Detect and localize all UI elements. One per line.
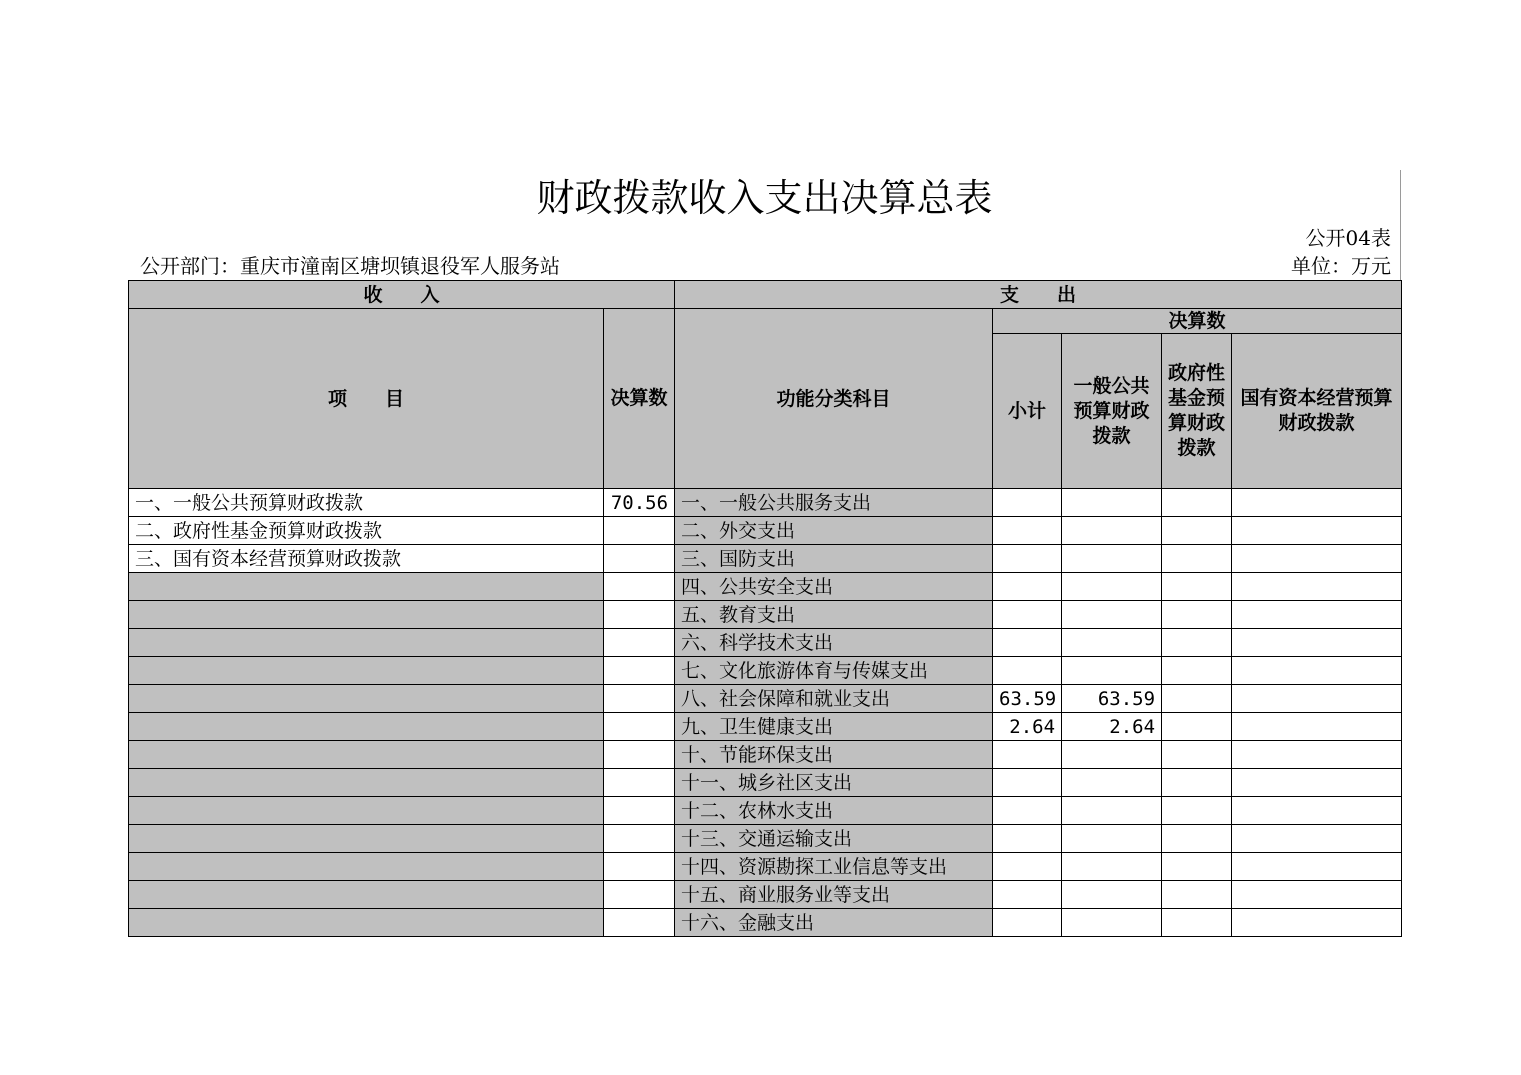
state-capital-header: 国有资本经营预算财政拨款	[1232, 334, 1402, 489]
final-amount-header: 决算数	[604, 309, 675, 489]
department-label: 公开部门：重庆市潼南区塘坝镇退役军人服务站	[140, 254, 560, 278]
gov-fund-header: 政府性基金预算财政拨款	[1162, 334, 1232, 489]
expense-item-cell: 五、教育支出	[675, 601, 993, 629]
gov-fund-cell	[1162, 545, 1232, 573]
page-title: 财政拨款收入支出决算总表	[536, 176, 993, 220]
expense-item-cell: 七、文化旅游体育与传媒支出	[675, 657, 993, 685]
income-item-cell	[129, 797, 604, 825]
subtotal-cell	[993, 769, 1062, 797]
income-item-cell: 三、国有资本经营预算财政拨款	[129, 545, 604, 573]
general-public-header: 一般公共预算财政拨款	[1062, 334, 1162, 489]
general-public-cell: 2.64	[1062, 713, 1162, 741]
gov-fund-cell	[1162, 769, 1232, 797]
subtotal-cell	[993, 657, 1062, 685]
expense-header: 支 出	[675, 281, 1402, 309]
expense-item-cell: 三、国防支出	[675, 545, 993, 573]
income-amount-cell	[604, 629, 675, 657]
expense-item-cell: 十、节能环保支出	[675, 741, 993, 769]
general-public-cell	[1062, 741, 1162, 769]
expense-item-cell: 二、外交支出	[675, 517, 993, 545]
gov-fund-cell	[1162, 489, 1232, 517]
table-row	[129, 601, 1402, 629]
general-public-cell	[1062, 769, 1162, 797]
table-row	[129, 797, 1402, 825]
income-item-cell	[129, 685, 604, 713]
expense-item-cell: 十三、交通运输支出	[675, 825, 993, 853]
income-amount-cell	[604, 545, 675, 573]
state-capital-cell	[1232, 769, 1402, 797]
gov-fund-cell	[1162, 853, 1232, 881]
expense-item-cell: 十二、农林水支出	[675, 797, 993, 825]
income-item-cell	[129, 629, 604, 657]
table-row	[129, 629, 1402, 657]
income-amount-cell: 70.56	[604, 489, 675, 517]
finance-table	[128, 280, 1402, 937]
gov-fund-cell	[1162, 629, 1232, 657]
state-capital-cell	[1232, 517, 1402, 545]
table-row	[129, 489, 1402, 517]
table-row	[129, 853, 1402, 881]
gov-fund-cell	[1162, 573, 1232, 601]
income-item-cell	[129, 853, 604, 881]
gov-fund-cell	[1162, 797, 1232, 825]
income-amount-cell	[604, 713, 675, 741]
header-row-2	[129, 309, 1402, 334]
state-capital-cell	[1232, 741, 1402, 769]
gov-fund-cell	[1162, 881, 1232, 909]
expense-item-cell: 十一、城乡社区支出	[675, 769, 993, 797]
expense-item-cell: 十六、金融支出	[675, 909, 993, 937]
table-row	[129, 517, 1402, 545]
subtotal-cell: 63.59	[993, 685, 1062, 713]
state-capital-cell	[1232, 853, 1402, 881]
income-amount-cell	[604, 825, 675, 853]
gov-fund-cell	[1162, 601, 1232, 629]
state-capital-cell	[1232, 797, 1402, 825]
gov-fund-cell	[1162, 713, 1232, 741]
state-capital-cell	[1232, 545, 1402, 573]
subtotal-cell	[993, 517, 1062, 545]
general-public-cell	[1062, 629, 1162, 657]
subtotal-cell	[993, 545, 1062, 573]
income-item-cell	[129, 825, 604, 853]
subtotal-cell	[993, 797, 1062, 825]
header-row-1	[129, 281, 1402, 309]
income-item-cell: 一、一般公共预算财政拨款	[129, 489, 604, 517]
state-capital-cell	[1232, 573, 1402, 601]
subtotal-cell: 2.64	[993, 713, 1062, 741]
item-header: 项 目	[129, 309, 604, 489]
general-public-cell	[1062, 657, 1162, 685]
income-item-cell	[129, 713, 604, 741]
income-item-cell	[129, 769, 604, 797]
table-row	[129, 573, 1402, 601]
state-capital-cell	[1232, 685, 1402, 713]
expense-item-cell: 九、卫生健康支出	[675, 713, 993, 741]
gov-fund-cell	[1162, 825, 1232, 853]
income-item-cell	[129, 741, 604, 769]
subtotal-cell	[993, 909, 1062, 937]
general-public-cell	[1062, 573, 1162, 601]
expense-item-cell: 一、一般公共服务支出	[675, 489, 993, 517]
expense-item-cell: 十五、商业服务业等支出	[675, 881, 993, 909]
state-capital-cell	[1232, 657, 1402, 685]
unit-label: 单位：万元	[1291, 254, 1391, 278]
table-row	[129, 685, 1402, 713]
general-public-cell	[1062, 881, 1162, 909]
state-capital-cell	[1232, 825, 1402, 853]
table-row	[129, 741, 1402, 769]
subtotal-cell	[993, 573, 1062, 601]
subtotal-cell	[993, 825, 1062, 853]
table-row	[129, 909, 1402, 937]
general-public-cell	[1062, 909, 1162, 937]
gov-fund-cell	[1162, 685, 1232, 713]
income-amount-cell	[604, 797, 675, 825]
income-amount-cell	[604, 657, 675, 685]
general-public-cell	[1062, 545, 1162, 573]
table-row	[129, 769, 1402, 797]
table-row	[129, 713, 1402, 741]
income-amount-cell	[604, 601, 675, 629]
subtotal-cell	[993, 881, 1062, 909]
state-capital-cell	[1232, 881, 1402, 909]
income-item-cell	[129, 909, 604, 937]
subtotal-cell	[993, 853, 1062, 881]
state-capital-cell	[1232, 489, 1402, 517]
expense-item-cell: 六、科学技术支出	[675, 629, 993, 657]
state-capital-cell	[1232, 601, 1402, 629]
income-amount-cell	[604, 573, 675, 601]
final-amount-group-header: 决算数	[993, 309, 1402, 334]
general-public-cell	[1062, 797, 1162, 825]
income-header: 收 入	[129, 281, 675, 309]
expense-item-cell: 四、公共安全支出	[675, 573, 993, 601]
subtotal-cell	[993, 489, 1062, 517]
gov-fund-cell	[1162, 657, 1232, 685]
income-item-cell	[129, 657, 604, 685]
table-row	[129, 657, 1402, 685]
state-capital-cell	[1232, 713, 1402, 741]
subtotal-header: 小计	[993, 334, 1062, 489]
table-row	[129, 881, 1402, 909]
gov-fund-cell	[1162, 517, 1232, 545]
income-amount-cell	[604, 517, 675, 545]
gov-fund-cell	[1162, 909, 1232, 937]
income-amount-cell	[604, 685, 675, 713]
table-number: 公开04表	[1305, 226, 1391, 250]
income-amount-cell	[604, 769, 675, 797]
gov-fund-cell	[1162, 741, 1232, 769]
subtotal-cell	[993, 601, 1062, 629]
income-item-cell: 二、政府性基金预算财政拨款	[129, 517, 604, 545]
state-capital-cell	[1232, 909, 1402, 937]
general-public-cell	[1062, 853, 1162, 881]
function-class-header: 功能分类科目	[675, 309, 993, 489]
expense-item-cell: 八、社会保障和就业支出	[675, 685, 993, 713]
general-public-cell	[1062, 489, 1162, 517]
income-item-cell	[129, 601, 604, 629]
income-amount-cell	[604, 881, 675, 909]
table-row	[129, 825, 1402, 853]
general-public-cell	[1062, 517, 1162, 545]
income-amount-cell	[604, 909, 675, 937]
state-capital-cell	[1232, 629, 1402, 657]
expense-item-cell: 十四、资源勘探工业信息等支出	[675, 853, 993, 881]
income-item-cell	[129, 881, 604, 909]
income-item-cell	[129, 573, 604, 601]
income-amount-cell	[604, 741, 675, 769]
general-public-cell	[1062, 601, 1162, 629]
income-amount-cell	[604, 853, 675, 881]
general-public-cell	[1062, 825, 1162, 853]
table-row	[129, 545, 1402, 573]
subtotal-cell	[993, 629, 1062, 657]
subtotal-cell	[993, 741, 1062, 769]
general-public-cell: 63.59	[1062, 685, 1162, 713]
